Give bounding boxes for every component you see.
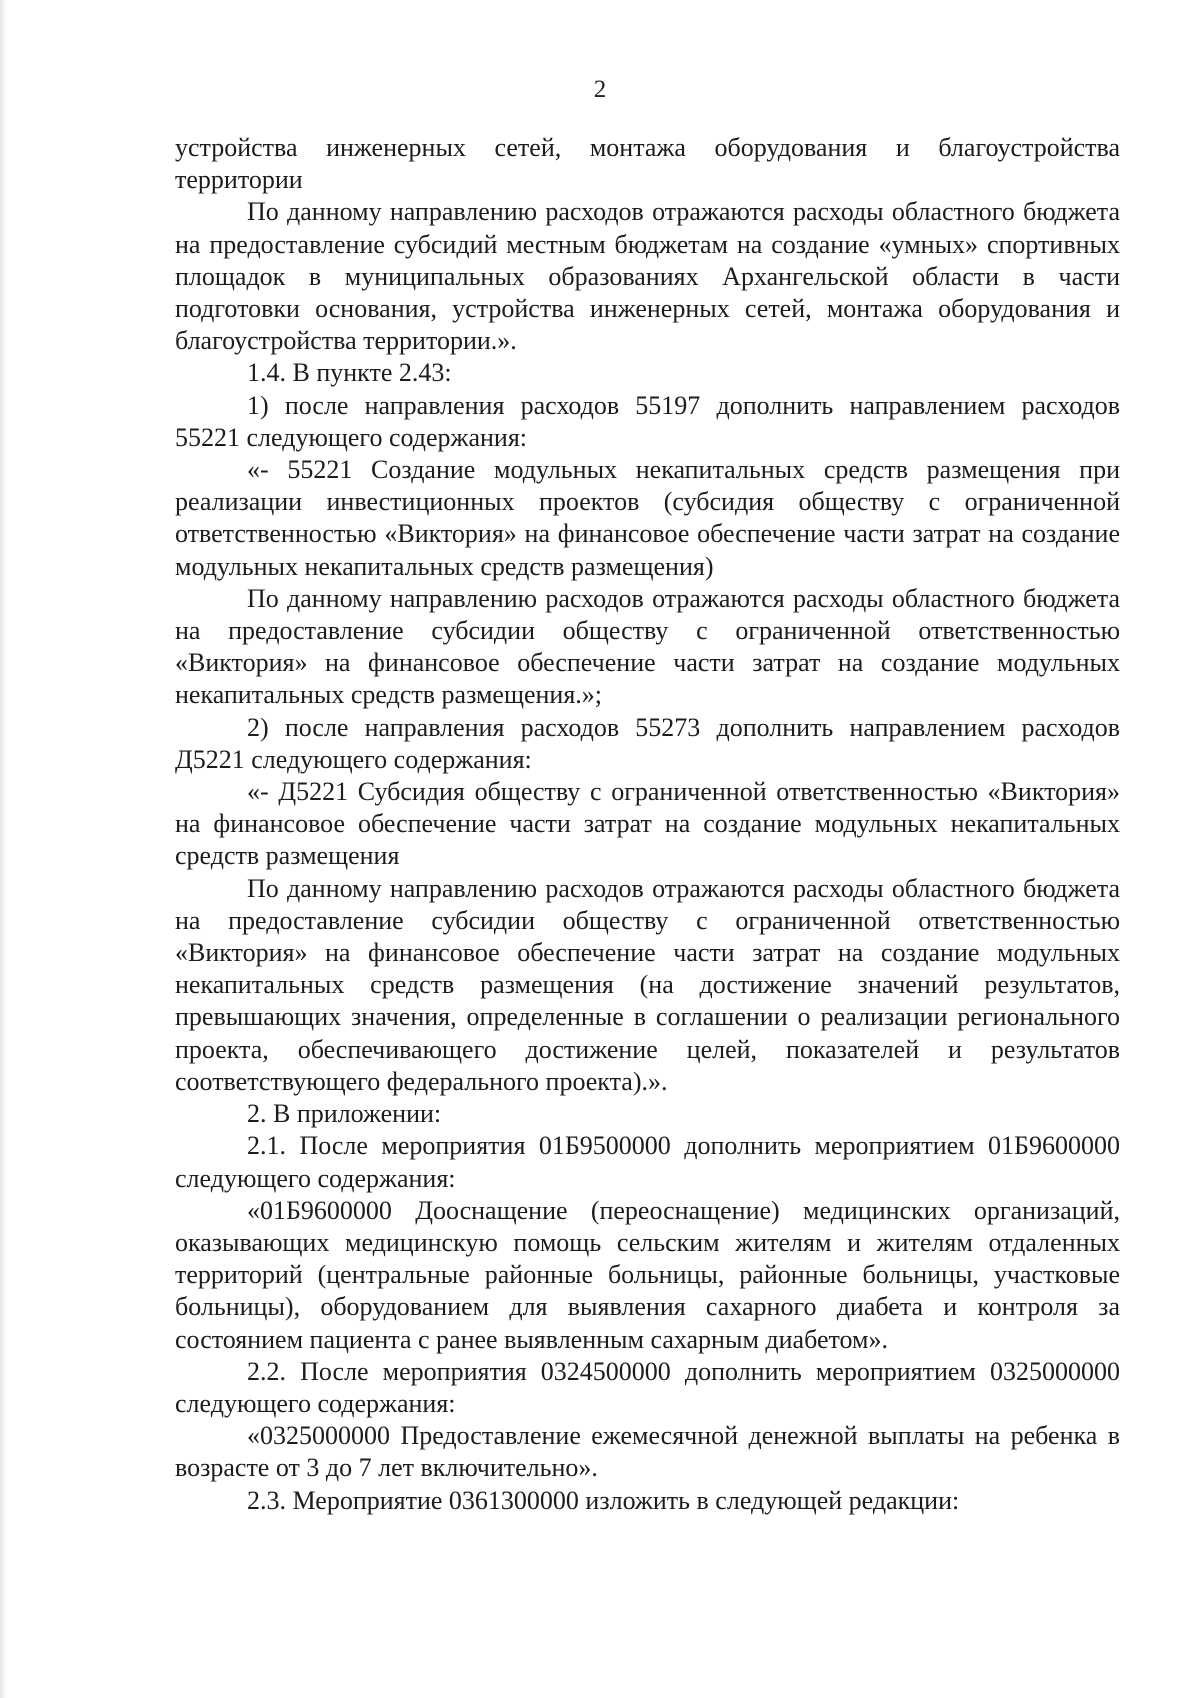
paragraph: По данному направлению расходов отражаются расходы областного бюджета на предоставление субсидий местным бюджетам на создание «умных» спортивных площадок в муниципальных образованиях Архангельской области в части подготовки основания, устройства инженерных сетей, монтажа оборудования и благоустройства территории.». (175, 197, 1120, 356)
page-edge-shadow (0, 0, 6, 1698)
paragraph: 2) после направления расходов 55273 дополнить направлением расходов Д5221 следующего содержания: (175, 712, 1120, 774)
paragraph: 1) после направления расходов 55197 дополнить направлением расходов 55221 следующего содержания: (175, 390, 1120, 452)
paragraph: 2.3. Мероприятие 0361300000 изложить в следующей редакции: (247, 1485, 960, 1515)
paragraph-quote: «- Д5221 Субсидия обществу с ограниченной ответственностью «Виктория» на финансовое обеспечение части затрат на создание модульных некапитальных средств размещения (175, 777, 1120, 871)
paragraph-section-heading: 2. В приложении: (247, 1099, 442, 1129)
paragraph-quote: «0325000000 Предоставление ежемесячной денежной выплаты на ребенка в возрасте от 3 до 7 лет включительно». (175, 1421, 1120, 1483)
page-number: 2 (593, 76, 607, 103)
paragraph-continuation: устройства инженерных сетей, монтажа оборудования и благоустройства территории (175, 133, 1120, 195)
paragraph: 2.2. После мероприятия 0324500000 дополнить мероприятием 0325000000 следующего содержания: (175, 1356, 1120, 1418)
paragraph-quote: «- 55221 Создание модульных некапитальных средств размещения при реализации инвестиционных проектов (субсидия обществу с ограниченной ответственностью «Виктория» на финансовое обеспечение части затрат на создание модульных некапитальных средств размещения) (175, 455, 1120, 581)
paragraph: По данному направлению расходов отражаются расходы областного бюджета на предоставление субсидии обществу с ограниченной ответственностью «Виктория» на финансовое обеспечение части затрат на создание модульных некапитальных средств размещения (на достижение значений результатов, превышающих значения, определенные в соглашении о реализации регионального проекта, обеспечивающего достижение целей, показателей и результатов соответствующего федерального проекта).». (175, 873, 1120, 1096)
document-body (175, 132, 1120, 1517)
paragraph: 2.1. После мероприятия 01Б9500000 дополнить мероприятием 01Б9600000 следующего содержания: (175, 1131, 1120, 1193)
paragraph: По данному направлению расходов отражаются расходы областного бюджета на предоставление субсидии обществу с ограниченной ответственностью «Виктория» на финансовое обеспечение части затрат на создание модульных некапитальных средств размещения.»; (175, 583, 1120, 710)
paragraph-quote: «01Б9600000 Дооснащение (переоснащение) медицинских организаций, оказывающих медицинскую помощь сельским жителям и жителям отдаленных территорий (центральные районные больницы, районные больницы, участковые больницы), оборудованием для выявления сахарного диабета и контроля за состоянием пациента с ранее выявленным сахарным диабетом». (175, 1195, 1120, 1354)
paragraph-clause-heading: 1.4. В пункте 2.43: (247, 358, 452, 388)
